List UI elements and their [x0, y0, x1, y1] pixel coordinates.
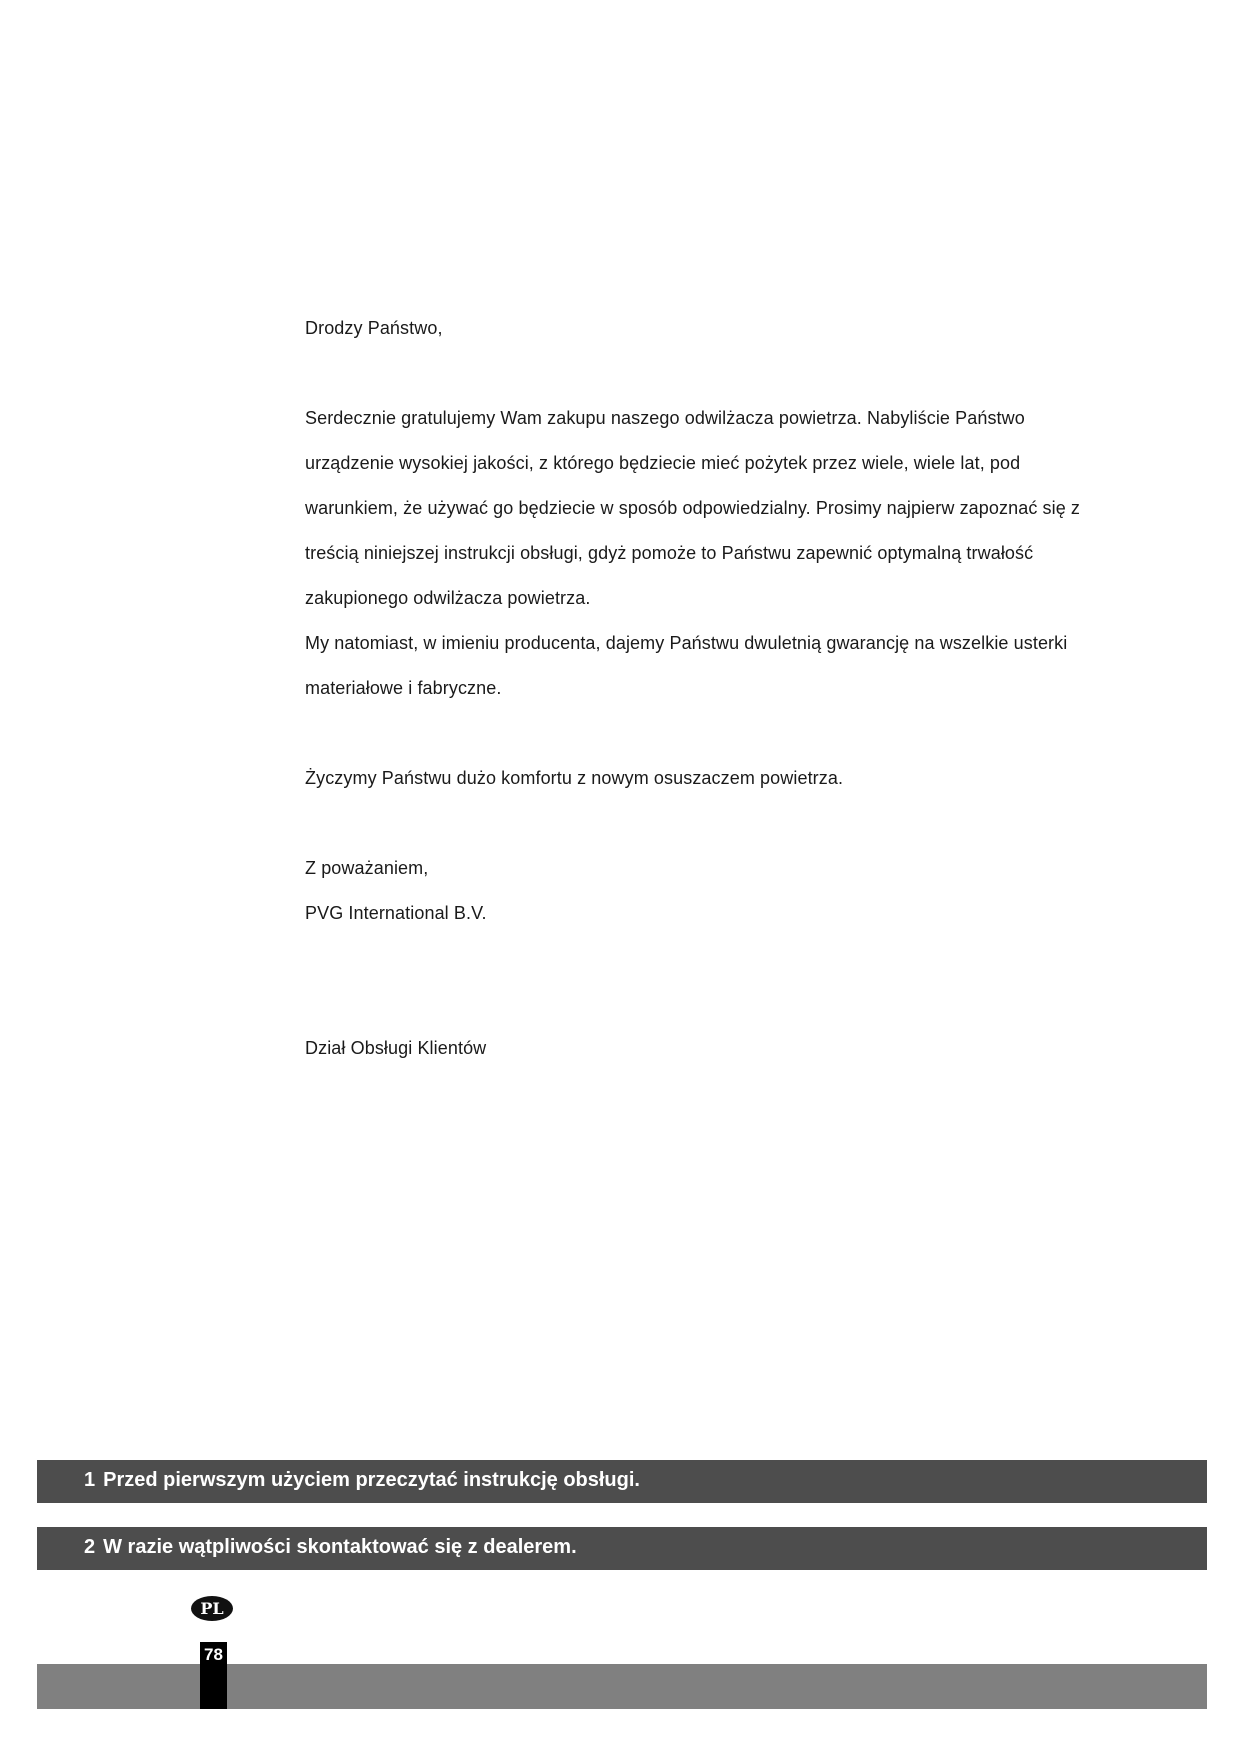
- page-number: 78: [204, 1645, 223, 1664]
- paragraph-1-line: zakupionego odwilżacza powietrza.: [305, 588, 591, 608]
- notice-text: W razie wątpliwości skontaktować się z dealerem.: [103, 1536, 577, 1558]
- letter-wish: Życzymy Państwu dużo komfortu z nowym osuszaczem powietrza.: [305, 768, 844, 788]
- paragraph-2-line: materiałowe i fabryczne.: [305, 678, 502, 698]
- letter-body: [305, 310, 1125, 1075]
- language-badge: PL: [191, 1596, 233, 1621]
- notice-bar-1: [37, 1460, 1207, 1503]
- paragraph-2-line: My natomiast, w imieniu producenta, dajemy Państwu dwuletnią gwarancję na wszelkie usterki: [305, 633, 1068, 653]
- letter-closing: Z poważaniem,: [305, 858, 429, 878]
- page-number-tab: [200, 1642, 227, 1709]
- letter-greeting: Drodzy Państwo,: [305, 318, 443, 338]
- company-name: PVG International B.V.: [305, 903, 487, 923]
- paragraph-1-line: Serdecznie gratulujemy Wam zakupu naszego odwilżacza powietrza. Nabyliście Państwo: [305, 408, 1025, 428]
- notice-number: 1: [84, 1469, 96, 1491]
- notice-number: 2: [84, 1536, 96, 1558]
- paragraph-1-line: warunkiem, że używać go będziecie w sposób odpowiedzialny. Prosimy najpierw zapoznać się z: [305, 498, 1081, 518]
- department-name: Dział Obsługi Klientów: [305, 1038, 487, 1058]
- paragraph-1-line: treścią niniejszej instrukcji obsługi, gdyż pomoże to Państwu zapewnić optymalną trwałość: [305, 543, 1034, 563]
- notice-text: Przed pierwszym użyciem przeczytać instrukcję obsługi.: [103, 1469, 640, 1491]
- notice-bar-2: [37, 1527, 1207, 1570]
- paragraph-1-line: urządzenie wysokiej jakości, z którego będziecie mieć pożytek przez wiele, wiele lat, pod: [305, 453, 1021, 473]
